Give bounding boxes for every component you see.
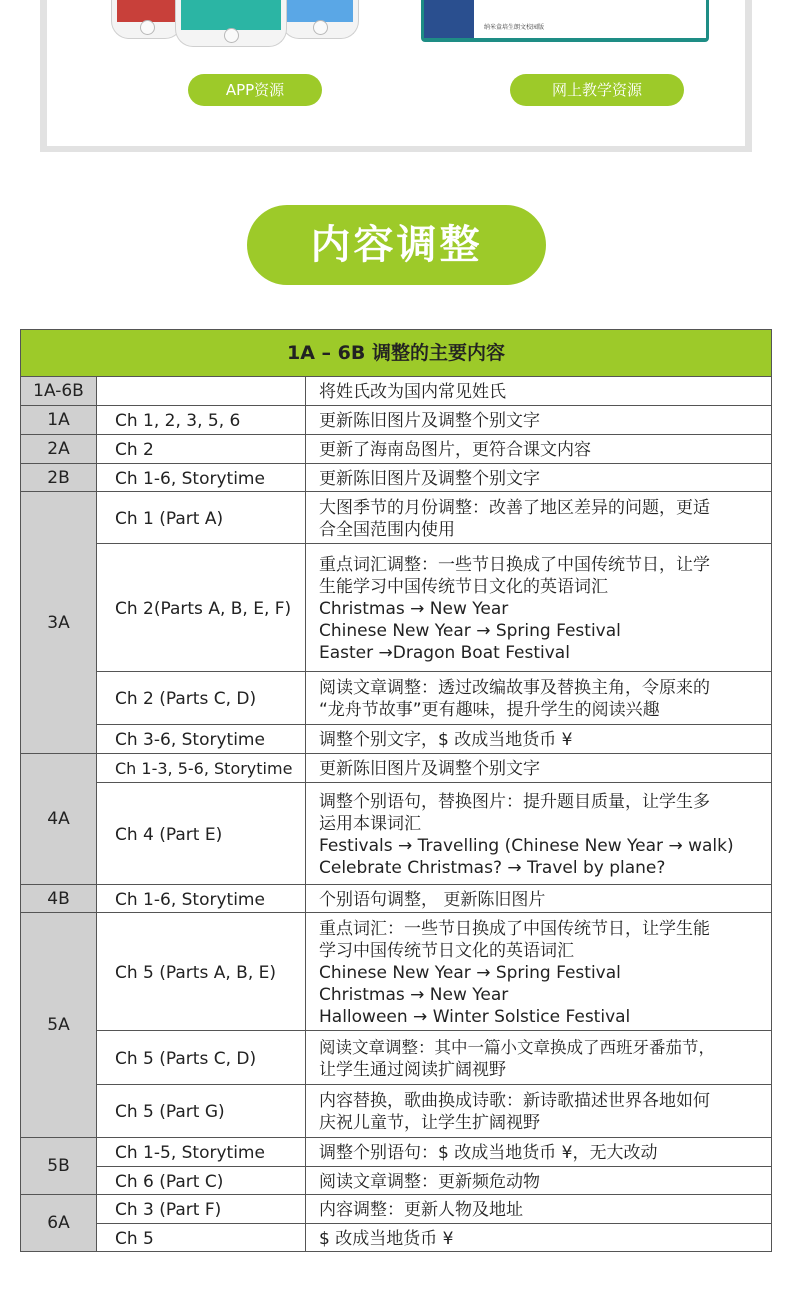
chapter-cell: Ch 5 bbox=[97, 1224, 306, 1252]
table-row bbox=[21, 464, 772, 492]
table-header-row bbox=[21, 330, 772, 377]
description-cell: 内容调整：更新人物及地址 bbox=[306, 1195, 772, 1224]
chapter-cell: Ch 6 (Part C) bbox=[97, 1167, 306, 1195]
chapter-cell: Ch 3-6, Storytime bbox=[97, 725, 306, 754]
table-row bbox=[21, 885, 772, 913]
table-row bbox=[21, 1224, 772, 1252]
grade-cell: 4B bbox=[21, 885, 97, 913]
chapter-cell bbox=[97, 377, 306, 406]
table-row bbox=[21, 725, 772, 754]
grade-cell: 1A-6B bbox=[21, 377, 97, 406]
table-title: 1A – 6B 调整的主要内容 bbox=[21, 330, 772, 377]
app-resources-label: APP资源 bbox=[188, 74, 322, 106]
chapter-cell: Ch 1-3, 5-6, Storytime bbox=[97, 754, 306, 783]
description-cell: 阅读文章调整：更新频危动物 bbox=[306, 1167, 772, 1195]
description-cell: 更新陈旧图片及调整个别文字 bbox=[306, 406, 772, 435]
table-row bbox=[21, 672, 772, 725]
chapter-cell: Ch 5 (Parts C, D) bbox=[97, 1031, 306, 1085]
phone-center bbox=[175, 0, 287, 47]
section-title: 内容调整 bbox=[247, 205, 546, 285]
web-resources-label: 网上教学资源 bbox=[510, 74, 684, 106]
chapter-cell: Ch 1-6, Storytime bbox=[97, 464, 306, 492]
grade-cell: 6A bbox=[21, 1195, 97, 1252]
laptop-caption: 纳米盒培生朗文校园版 bbox=[484, 24, 545, 31]
table-row bbox=[21, 435, 772, 464]
table-row bbox=[21, 754, 772, 783]
description-cell: 内容替换，歌曲换成诗歌：新诗歌描述世界各地如何 庆祝儿童节，让学生扩阔视野 bbox=[306, 1085, 772, 1138]
phone-right bbox=[281, 0, 359, 39]
resource-card-inner bbox=[47, 0, 745, 146]
chapter-cell: Ch 1, 2, 3, 5, 6 bbox=[97, 406, 306, 435]
app-phones-image bbox=[111, 0, 361, 48]
table-row bbox=[21, 1085, 772, 1138]
table-row bbox=[21, 1031, 772, 1085]
table-row bbox=[21, 1138, 772, 1167]
chapter-cell: Ch 2 bbox=[97, 435, 306, 464]
description-cell: 重点词汇：一些节日换成了中国传统节日，让学生能 学习中国传统节日文化的英语词汇 Chinese New Year → Spring Festival Christmas → New Year Halloween → Winter Solstice Festival bbox=[306, 913, 772, 1031]
table-row bbox=[21, 913, 772, 1031]
grade-cell: 5A bbox=[21, 913, 97, 1138]
web-laptop-image bbox=[421, 0, 709, 42]
description-cell: 重点词汇调整：一些节日换成了中国传统节日，让学 生能学习中国传统节日文化的英语词汇 Christmas → New Year Chinese New Year → Spring Festival Easter →Dragon Boat Festival bbox=[306, 544, 772, 672]
grade-cell: 4A bbox=[21, 754, 97, 885]
description-cell: 将姓氏改为国内常见姓氏 bbox=[306, 377, 772, 406]
chapter-cell: Ch 5 (Parts A, B, E) bbox=[97, 913, 306, 1031]
chapter-cell: Ch 3 (Part F) bbox=[97, 1195, 306, 1224]
table-row bbox=[21, 492, 772, 544]
description-cell: 更新陈旧图片及调整个别文字 bbox=[306, 464, 772, 492]
grade-cell: 2A bbox=[21, 435, 97, 464]
grade-cell: 3A bbox=[21, 492, 97, 754]
description-cell: 更新陈旧图片及调整个别文字 bbox=[306, 754, 772, 783]
description-cell: 阅读文章调整：其中一篇小文章换成了西班牙番茄节， 让学生通过阅读扩阔视野 bbox=[306, 1031, 772, 1085]
chapter-cell: Ch 4 (Part E) bbox=[97, 783, 306, 885]
table-row bbox=[21, 783, 772, 885]
phone-left bbox=[111, 0, 183, 39]
grade-cell: 2B bbox=[21, 464, 97, 492]
chapter-cell: Ch 5 (Part G) bbox=[97, 1085, 306, 1138]
chapter-cell: Ch 2 (Parts C, D) bbox=[97, 672, 306, 725]
table-row bbox=[21, 377, 772, 406]
resource-card bbox=[40, 0, 752, 152]
chapter-cell: Ch 2(Parts A, B, E, F) bbox=[97, 544, 306, 672]
table-row bbox=[21, 544, 772, 672]
description-cell: 更新了海南岛图片，更符合课文内容 bbox=[306, 435, 772, 464]
grade-cell: 5B bbox=[21, 1138, 97, 1195]
description-cell: 阅读文章调整：透过改编故事及替换主角，令原来的 “龙舟节故事”更有趣味，提升学生的阅读兴趣 bbox=[306, 672, 772, 725]
description-cell: 调整个别文字，$ 改成当地货币 ¥ bbox=[306, 725, 772, 754]
description-cell: 调整个别语句，替换图片：提升题目质量，让学生多 运用本课词汇 Festivals → Travelling (Chinese New Year → walk) Celebrate Christmas? → Travel by plane? bbox=[306, 783, 772, 885]
description-cell: 大图季节的月份调整：改善了地区差异的问题，更适 合全国范围内使用 bbox=[306, 492, 772, 544]
table-row bbox=[21, 406, 772, 435]
chapter-cell: Ch 1-6, Storytime bbox=[97, 885, 306, 913]
description-cell: 调整个别语句：$ 改成当地货币 ¥，无大改动 bbox=[306, 1138, 772, 1167]
description-cell: $ 改成当地货币 ¥ bbox=[306, 1224, 772, 1252]
content-adjustment-table bbox=[20, 329, 772, 1252]
grade-cell: 1A bbox=[21, 406, 97, 435]
table-row bbox=[21, 1195, 772, 1224]
chapter-cell: Ch 1 (Part A) bbox=[97, 492, 306, 544]
chapter-cell: Ch 1-5, Storytime bbox=[97, 1138, 306, 1167]
description-cell: 个别语句调整， 更新陈旧图片 bbox=[306, 885, 772, 913]
table-row bbox=[21, 1167, 772, 1195]
